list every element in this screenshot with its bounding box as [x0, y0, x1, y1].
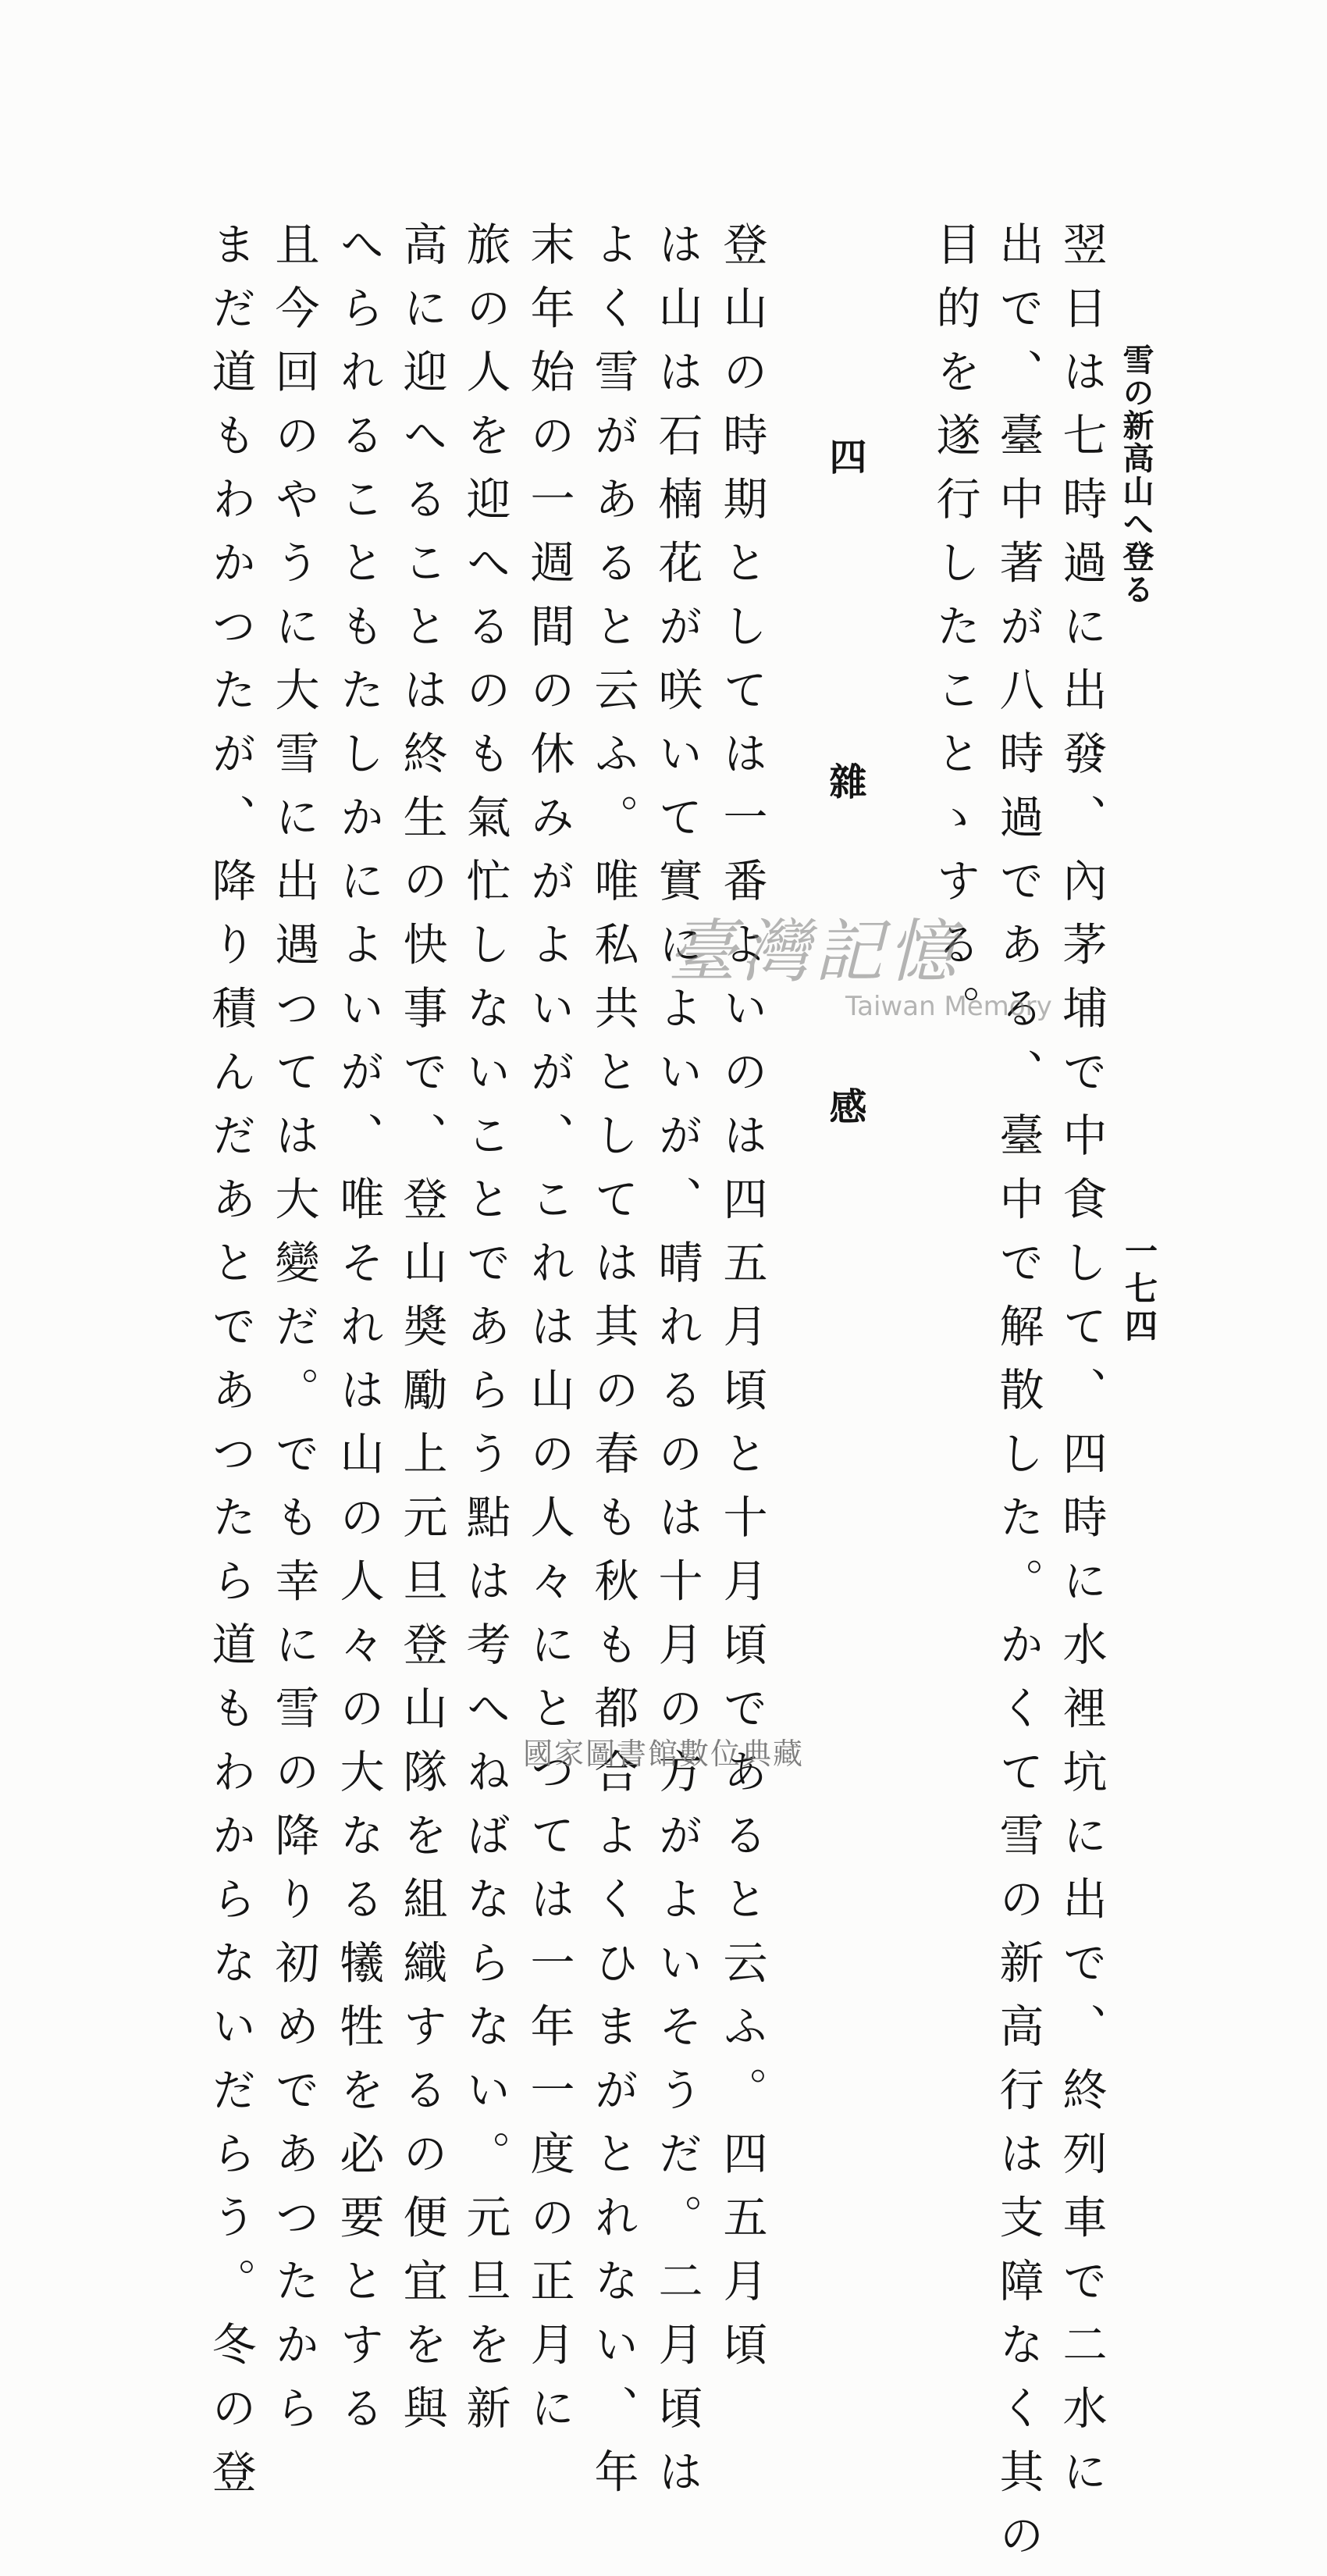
text-line: まだ道もわかつたが、降り積んだあとであつたら道もわからないだらう。冬の登 — [205, 221, 256, 2512]
text-line: 目的を遂行したことゝする。 — [929, 221, 980, 1049]
watermark-subtext: Taiwan Memory — [845, 991, 1052, 1022]
text-line: は山は石楠花が咲いて實によいが、晴れるのは十月の方がよいそうだ。二月頃は — [651, 221, 703, 2512]
text-line: へられることもたしかによいが、唯それは山の人々の大なる犧牲を必要とする — [333, 221, 384, 2449]
watermark — [667, 911, 1052, 1022]
text-line: 翌日は七時過に出發、內茅埔で中食して、四時に水裡坑に出で、終列車で二水に — [1055, 221, 1107, 2512]
text-line: 出で、臺中著が八時過である、臺中で解散した。かくて雪の新高行は支障なく其の — [992, 221, 1044, 2576]
section-heading: 四 雜 感 — [823, 437, 866, 1249]
text-line: 末年始の一週間の休みがよいが、これは山の人々にとつては一年一度の正月に — [523, 221, 575, 2449]
watermark-text: 臺灣記憶 — [667, 911, 962, 992]
text-line: 高に迎へることは終生の快事で、登山奬勵上元旦登山隊を組織するの便宜を與 — [396, 221, 447, 2449]
footer-credit: 國家圖書館數位典藏 — [522, 1737, 804, 1771]
page-number: 一七四 — [1120, 1234, 1158, 1346]
text-line: 旅の人を迎へるのも氣忙しないことであらう點は考へねばならない。元旦を新 — [459, 221, 511, 2449]
text-line: 且今回のやうに大雪に出遇つては大變だ。でも幸に雪の降り初めであつたから — [268, 221, 319, 2449]
running-title: 雪の新高山へ登る — [1118, 344, 1154, 606]
text-line: 登山の時期としては一番よいのは四五月頃と十月頃であると云ふ。四五月頃 — [716, 221, 767, 2385]
text-line: よく雪があると云ふ。唯私共としては其の春も秋も都合よくひまがとれない、年 — [587, 221, 639, 2512]
